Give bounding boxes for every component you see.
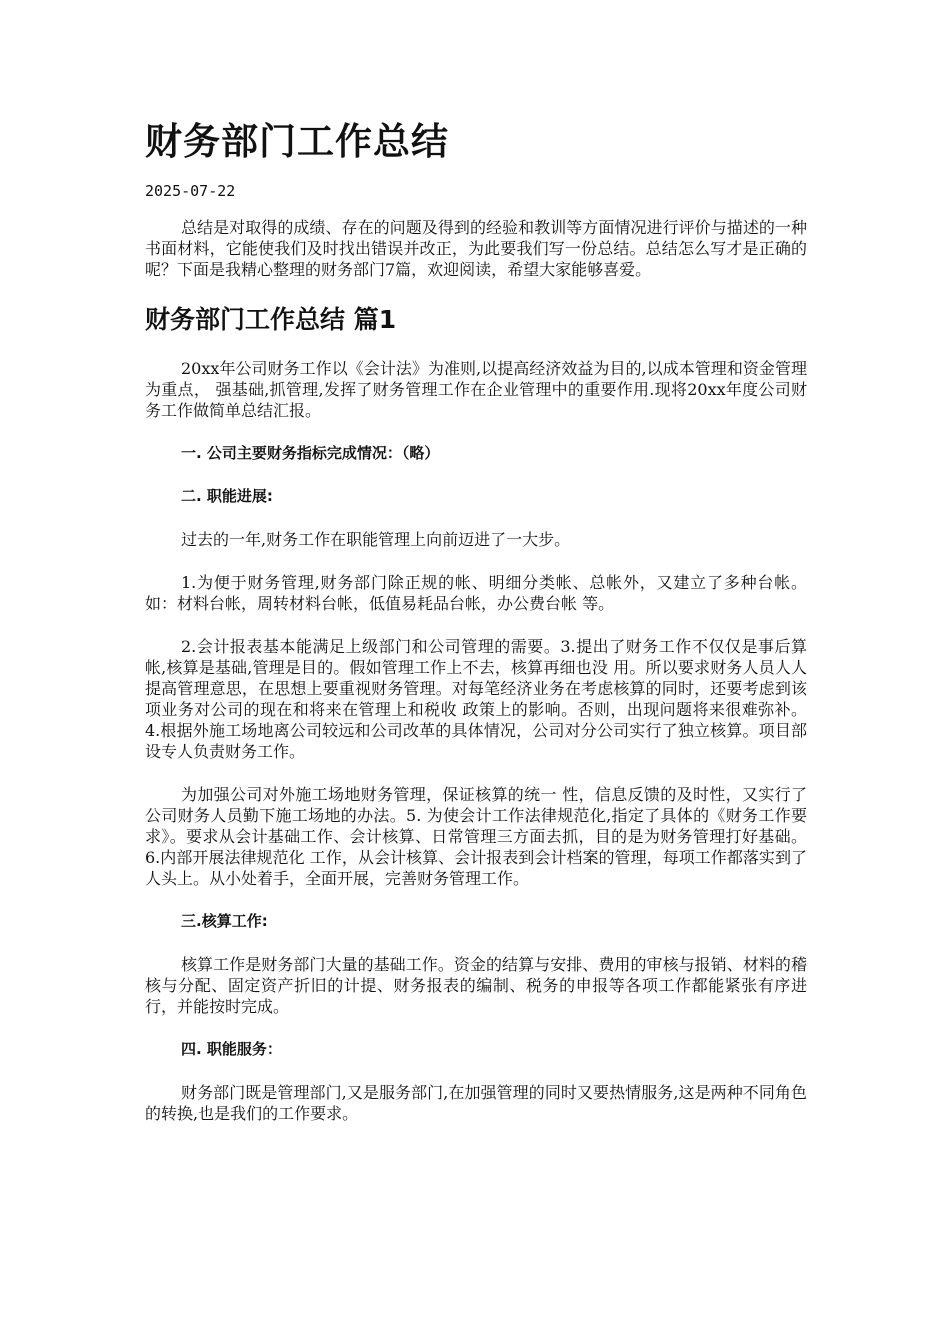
subheading: 二. 职能进展: <box>181 487 273 505</box>
subheading: 四. 职能服务： <box>181 1040 282 1058</box>
page-title: 财务部门工作总结 <box>145 120 449 163</box>
paragraph: 财务部门既是管理部门,又是服务部门,在加强管理的同时又要热情服务,这是两种不同角色的转换,也是我们的工作要求。 <box>145 1083 807 1123</box>
paragraph: 核算工作是财务部门大量的基础工作。资金的结算与安排、费用的审核与报销、材料的稽核与分配、固定资产折旧的计提、财务报表的编制、税务的申报等各项工作都能紧张有序进行，并能按时完成。 <box>145 955 807 1016</box>
section-heading: 财务部门工作总结 篇1 <box>145 305 397 334</box>
subheading: 三.核算工作: <box>181 912 268 930</box>
document-page <box>145 112 807 1146</box>
subheading: 一. 公司主要财务指标完成情况：（略） <box>181 444 440 462</box>
paragraph: 过去的一年,财务工作在职能管理上向前迈进了一大步。 <box>181 530 571 549</box>
intro-paragraph: 总结是对取得的成绩、存在的问题及得到的经验和教训等方面情况进行评价与描述的一种书面材料，它能使我们及时找出错误并改正，为此要我们写一份总结。总结怎么写才是正确的呢？下面是我精心整理的财务部门7篇，欢迎阅读，希望大家能够喜爱。 <box>145 218 807 279</box>
paragraph: 2.会计报表基本能满足上级部门和公司管理的需要。3.提出了财务工作不仅仅是事后算帐,核算是基础,管理是目的。假如管理工作上不去，核算再细也没 用。所以要求财务人员人人提高管理意思，在思想上要重视财务管理。对每笔经济业务在考虑核算的同时，还要考虑到该项业务对公司的现在和将来在管理上和税收 政策上的影响。否则，出现问题将来很难弥补。 4.根据外施工场地离公司较远和公司改革的具体情况，公司对分公司实行了独立核算。项目部设专人负责财务工作。 <box>145 637 807 761</box>
paragraph: 1.为便于财务管理,财务部门除正规的帐、明细分类帐、总帐外，又建立了多种台帐。如：材料台帐，周转材料台帐，低值易耗品台帐，办公费台帐 等。 <box>145 573 807 613</box>
publish-date: 2025-07-22 <box>145 182 236 200</box>
paragraph: 20xx年公司财务工作以《会计法》为准则,以提高经济效益为目的,以成本管理和资金管理为重点， 强基础,抓管理,发挥了财务管理工作在企业管理中的重要作用.现将20xx年度公司财务工作做简单总结汇报。 <box>145 359 807 420</box>
paragraph: 为加强公司对外施工场地财务管理，保证核算的统一 性，信息反馈的及时性，又实行了公司财务人员勤下施工场地的办法。5. 为使会计工作法律规范化,指定了具体的《财务工作要求》。要求从会计基础工作、会计核算、日常管理三方面去抓，目的是为财务管理打好基础。6.内部开展法律规范化 工作，从会计核算、会计报表到会计档案的管理，每项工作都落实到了人头上。从小处着手，全面开展，完善财务管理工作。 <box>145 785 807 888</box>
